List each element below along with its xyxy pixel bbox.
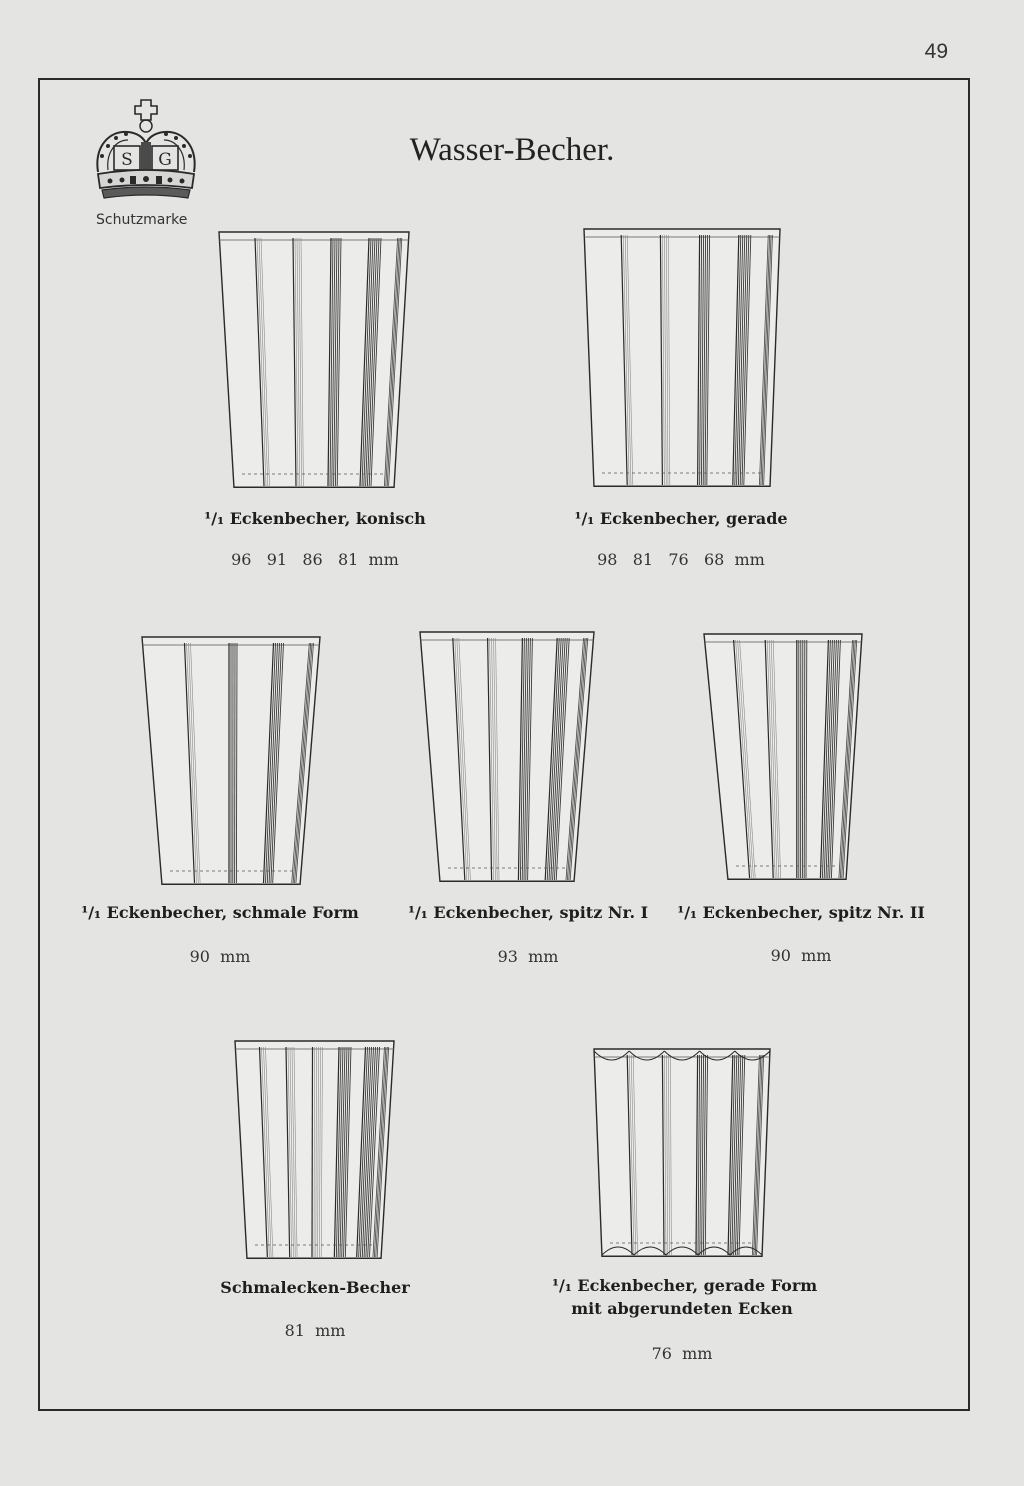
item-sizes: 96 91 86 81 mm (231, 550, 399, 569)
item-name-line2: mit abgerundeten Ecken (571, 1299, 793, 1318)
item-name: ¹/₁ Eckenbecher, gerade Form (552, 1276, 818, 1295)
svg-text:S: S (121, 150, 133, 170)
beaker-illustration (398, 628, 658, 882)
item-name: ¹/₁ Eckenbecher, schmale Form (81, 903, 359, 922)
beaker-illustration (185, 1037, 445, 1259)
beaker-illustration (80, 633, 360, 885)
beaker-illustration (180, 228, 450, 488)
trademark-label: Schutzmarke (96, 212, 188, 228)
item-eckenbecher-schmale-form (80, 633, 360, 973)
page-number: 49 (924, 40, 948, 63)
item-name: ¹/₁ Eckenbecher, gerade (574, 509, 788, 528)
item-name: ¹/₁ Eckenbecher, konisch (204, 509, 426, 528)
svg-text:G: G (158, 150, 172, 170)
beaker-illustration (552, 1045, 812, 1257)
item-eckenbecher-gerade (546, 225, 816, 585)
item-sizes: 93 mm (497, 947, 559, 966)
item-eckenbecher-gerade-abgerundet (552, 1045, 818, 1375)
beaker-illustration (676, 630, 926, 880)
item-name: Schmalecken-Becher (220, 1278, 410, 1297)
item-sizes: 90 mm (770, 946, 832, 965)
item-eckenbecher-spitz-1 (398, 628, 658, 973)
item-sizes: 90 mm (189, 947, 251, 966)
item-name: ¹/₁ Eckenbecher, spitz Nr. II (677, 903, 925, 922)
beaker-illustration (546, 225, 816, 487)
page-title: Wasser-Becher. (409, 132, 615, 168)
item-name: ¹/₁ Eckenbecher, spitz Nr. I (407, 903, 649, 922)
item-eckenbecher-spitz-2 (676, 630, 926, 973)
item-sizes: 98 81 76 68 mm (597, 550, 765, 569)
item-sizes: 76 mm (651, 1344, 713, 1363)
item-eckenbecher-konisch (180, 228, 450, 588)
item-schmalecken-becher (185, 1037, 445, 1347)
item-sizes: 81 mm (284, 1321, 346, 1340)
